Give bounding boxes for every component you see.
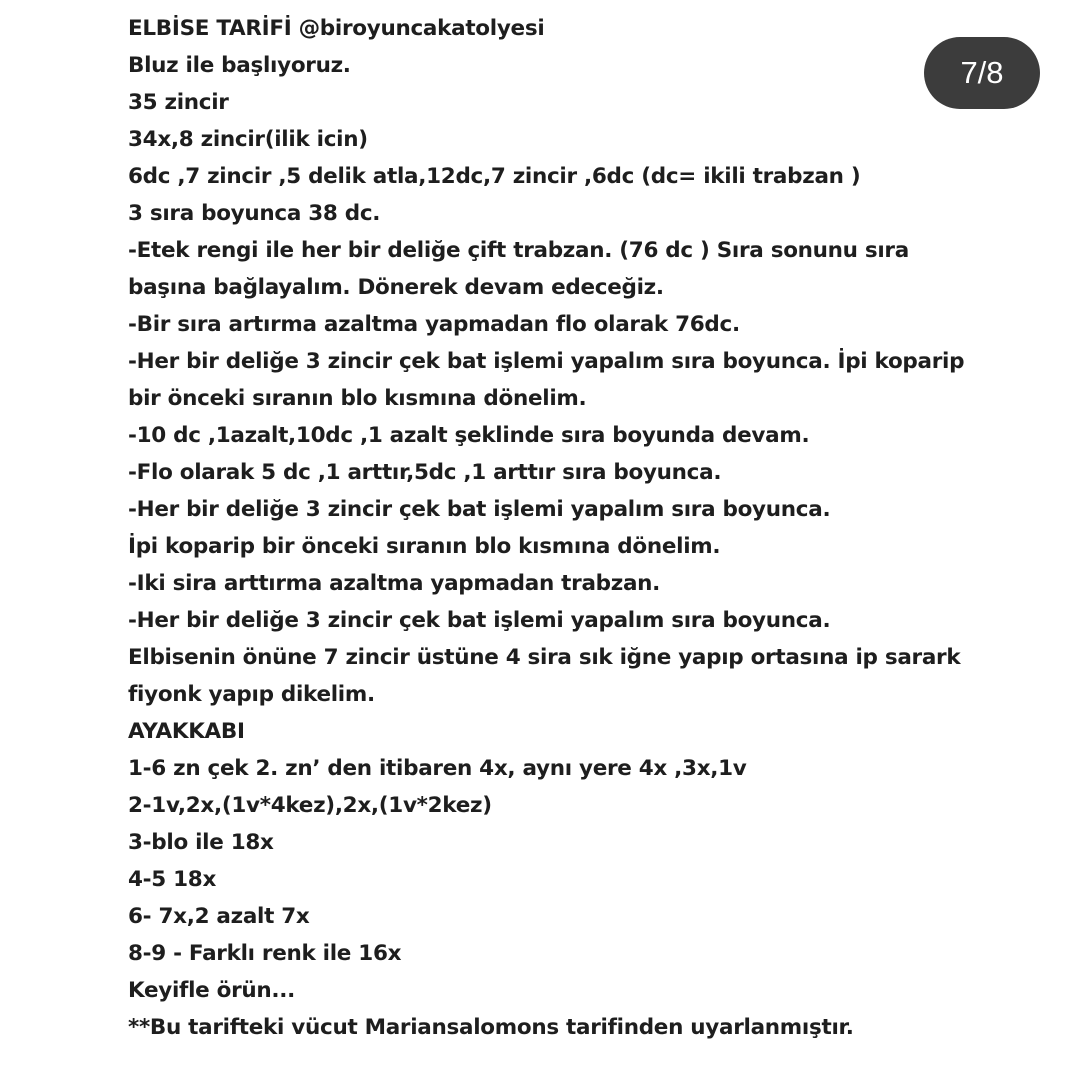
recipe-line: bir önceki sıranın blo kısmına dönelim.	[128, 386, 587, 411]
recipe-footnote: **Bu tarifteki vücut Mariansalomons tarifinden uyarlanmıştır.	[128, 1015, 854, 1040]
recipe-line: 2-1v,2x,(1v*4kez),2x,(1v*2kez)	[128, 793, 492, 818]
recipe-line: Bluz ile başlıyoruz.	[128, 53, 351, 78]
recipe-line: 4-5 18x	[128, 867, 217, 892]
recipe-line: -Bir sıra artırma azaltma yapmadan flo olarak 76dc.	[128, 312, 740, 337]
recipe-line: başına bağlayalım. Dönerek devam edeceğiz.	[128, 275, 664, 300]
recipe-line: -Her bir deliğe 3 zincir çek bat işlemi yapalım sıra boyunca.	[128, 608, 831, 633]
recipe-line: 6- 7x,2 azalt 7x	[128, 904, 310, 929]
recipe-line: 1-6 zn çek 2. zn’ den itibaren 4x, aynı yere 4x ,3x,1v	[128, 756, 747, 781]
recipe-text	[128, 10, 964, 1046]
recipe-line: Elbisenin önüne 7 zincir üstüne 4 sira sık iğne yapıp ortasına ip sarark	[128, 645, 961, 670]
recipe-title: ELBİSE TARİFİ @biroyuncakatolyesi	[128, 16, 545, 41]
recipe-line: -Flo olarak 5 dc ,1 arttır,5dc ,1 arttır sıra boyunca.	[128, 460, 722, 485]
recipe-line: -Iki sira arttırma azaltma yapmadan trabzan.	[128, 571, 661, 596]
recipe-line: 6dc ,7 zincir ,5 delik atla,12dc,7 zincir ,6dc (dc= ikili trabzan )	[128, 164, 861, 189]
recipe-line: -10 dc ,1azalt,10dc ,1 azalt şeklinde sıra boyunda devam.	[128, 423, 810, 448]
recipe-line: İpi koparip bir önceki sıranın blo kısmına dönelim.	[128, 534, 721, 559]
section-heading: AYAKKABI	[128, 719, 245, 744]
recipe-line: Keyifle örün...	[128, 978, 296, 1003]
slide-counter-badge: 7/8	[924, 37, 1040, 109]
recipe-line: -Her bir deliğe 3 zincir çek bat işlemi yapalım sıra boyunca. İpi koparip	[128, 349, 965, 374]
recipe-line: -Etek rengi ile her bir deliğe çift trabzan. (76 dc ) Sıra sonunu sıra	[128, 238, 909, 263]
recipe-line: 3-blo ile 18x	[128, 830, 274, 855]
recipe-line: fiyonk yapıp dikelim.	[128, 682, 375, 707]
recipe-line: -Her bir deliğe 3 zincir çek bat işlemi yapalım sıra boyunca.	[128, 497, 831, 522]
recipe-line: 35 zincir	[128, 90, 229, 115]
recipe-line: 3 sıra boyunca 38 dc.	[128, 201, 381, 226]
recipe-line: 34x,8 zincir(ilik icin)	[128, 127, 368, 152]
recipe-line: 8-9 - Farklı renk ile 16x	[128, 941, 402, 966]
